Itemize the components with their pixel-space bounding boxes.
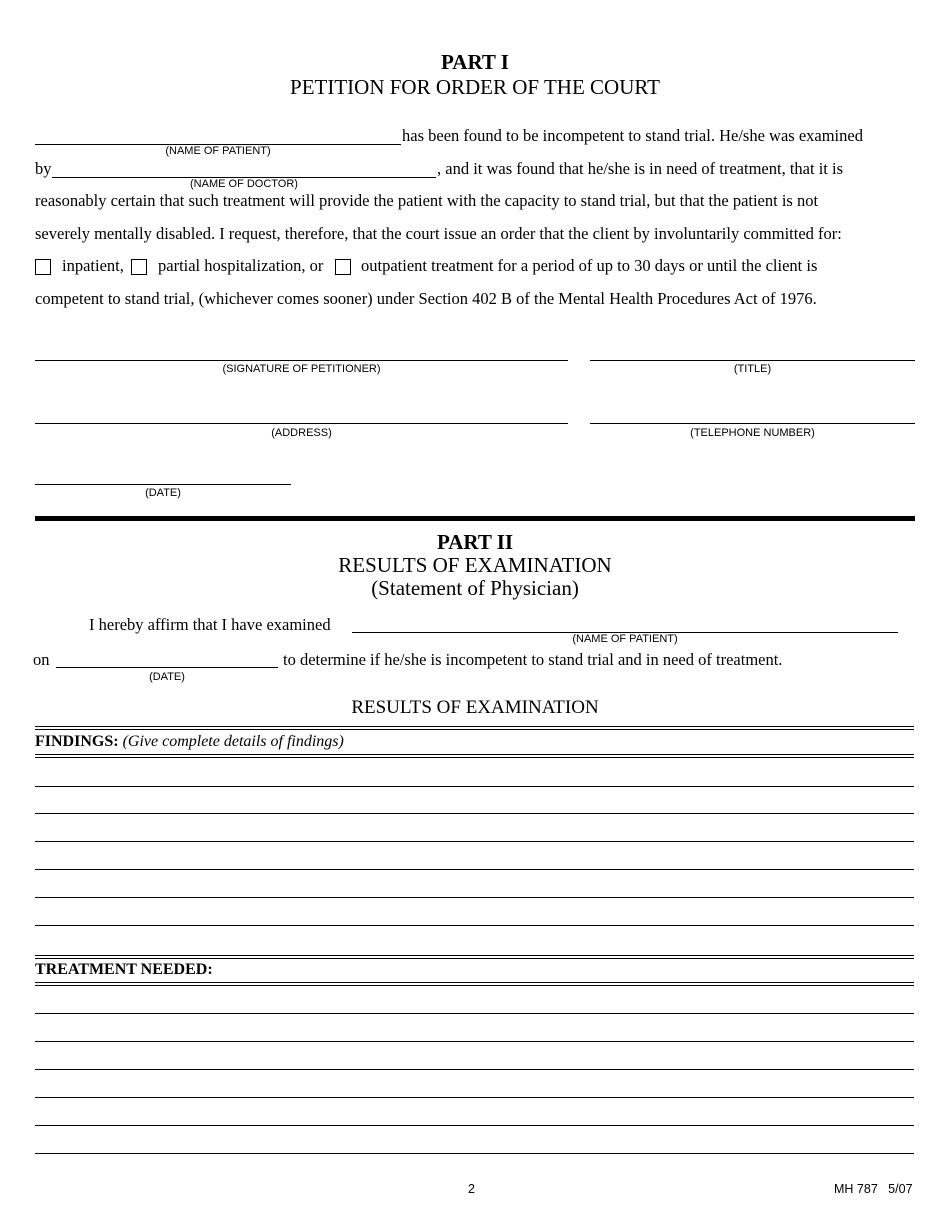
findings-label [35, 733, 344, 751]
treatment-line[interactable] [35, 1097, 914, 1098]
part1-line4-text: severely mentally disabled. I request, therefore, that the court issue an order that the client by involuntarily committed for: [35, 224, 842, 243]
treatment-label: TREATMENT NEEDED: [35, 961, 213, 978]
exam-on-prefix: on [33, 650, 50, 669]
page-number: 2 [468, 1182, 475, 1196]
outpatient-checkbox[interactable] [335, 259, 351, 275]
treatment-bottom-rule [35, 982, 914, 986]
findings-line[interactable] [35, 841, 914, 842]
part2-title: RESULTS OF EXAMINATION [338, 553, 612, 577]
findings-line[interactable] [35, 813, 914, 814]
findings-line[interactable] [35, 869, 914, 870]
exam-on-text: to determine if he/she is incompetent to stand trial and in need of treatment. [283, 650, 783, 669]
petition-date-field[interactable] [35, 484, 291, 485]
part1-heading: PART I [441, 50, 509, 74]
part1-line3-text: reasonably certain that such treatment will provide the patient with the capacity to stand trial, but that the patient is not [35, 191, 819, 210]
telephone-field[interactable] [590, 423, 915, 424]
petition-date-caption: (DATE) [145, 487, 181, 499]
part1-line2-text: , and it was found that he/she is in need of treatment, that it is [437, 159, 843, 178]
inpatient-checkbox[interactable] [35, 259, 51, 275]
part2-subtitle: (Statement of Physician) [371, 576, 579, 600]
exam-date-field[interactable] [56, 667, 278, 668]
title-field[interactable] [590, 360, 915, 361]
doctor-name-caption: (NAME OF DOCTOR) [190, 178, 298, 190]
signature-field[interactable] [35, 360, 568, 361]
part1-title: PETITION FOR ORDER OF THE COURT [290, 75, 660, 99]
patient-name-caption: (NAME OF PATIENT) [165, 145, 271, 157]
treatment-line[interactable] [35, 1125, 914, 1126]
results-heading: RESULTS OF EXAMINATION [351, 697, 599, 718]
title-caption: (TITLE) [733, 363, 772, 375]
findings-line[interactable] [35, 925, 914, 926]
inpatient-label: inpatient, [62, 256, 124, 275]
treatment-top-rule [35, 955, 914, 959]
findings-top-rule [35, 726, 914, 730]
form-id: MH 787 5/07 [834, 1182, 913, 1196]
telephone-caption: (TELEPHONE NUMBER) [690, 427, 815, 439]
section-divider [35, 516, 915, 521]
part2-heading: PART II [436, 530, 514, 554]
findings-label-text: FINDINGS: [35, 733, 119, 750]
findings-line[interactable] [35, 897, 914, 898]
part1-line1-text: has been found to be incompetent to stand trial. He/she was examined [402, 126, 863, 145]
treatment-line[interactable] [35, 1041, 914, 1042]
affirm-text: I hereby affirm that I have examined [89, 615, 331, 634]
examined-patient-caption: (NAME OF PATIENT) [572, 633, 678, 645]
partial-hospitalization-label: partial hospitalization, or [158, 256, 324, 275]
findings-bottom-rule [35, 754, 914, 758]
address-field[interactable] [35, 423, 568, 424]
address-caption: (ADDRESS) [271, 427, 332, 439]
partial-hospitalization-checkbox[interactable] [131, 259, 147, 275]
treatment-line[interactable] [35, 1153, 914, 1154]
exam-date-caption: (DATE) [149, 671, 185, 683]
treatment-line[interactable] [35, 1069, 914, 1070]
part1-line6-text: competent to stand trial, (whichever comes sooner) under Section 402 B of the Mental Health Procedures Act of 1976. [35, 289, 817, 308]
outpatient-label: outpatient treatment for a period of up to 30 days or until the client is [361, 256, 818, 275]
findings-hint: (Give complete details of findings) [122, 733, 344, 750]
treatment-line[interactable] [35, 1013, 914, 1014]
part1-line2-prefix: by [35, 159, 52, 178]
signature-caption: (SIGNATURE OF PETITIONER) [222, 363, 381, 375]
findings-line[interactable] [35, 786, 914, 787]
